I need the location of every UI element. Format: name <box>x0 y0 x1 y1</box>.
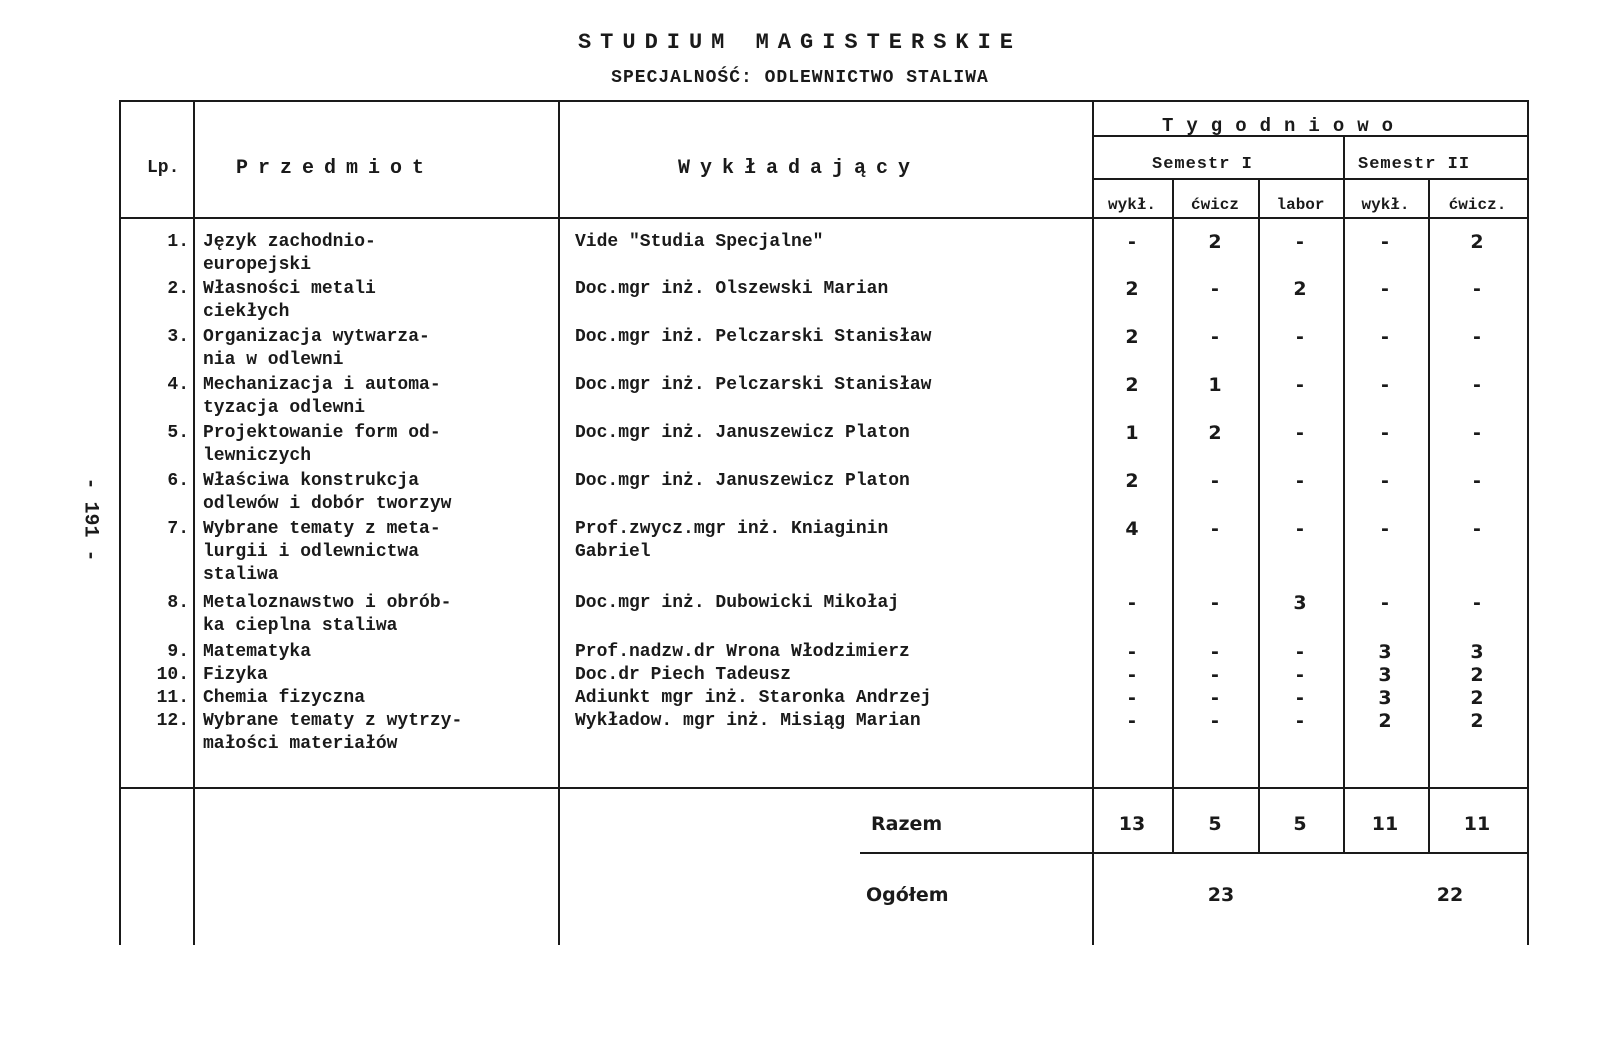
razem-value: 11 <box>1463 813 1491 835</box>
hours-value: 4 <box>1125 518 1139 540</box>
col-rule <box>1172 178 1174 852</box>
header-bottom-rule <box>119 217 1527 219</box>
subject-name: nia w odlewni <box>203 350 344 370</box>
hours-value: - <box>1381 231 1389 253</box>
hours-value: - <box>1211 687 1219 709</box>
hours-value: - <box>1296 641 1304 663</box>
header-subcolumn: ćwicz <box>1190 196 1239 214</box>
subject-name: Metaloznawstwo i obrób- <box>203 593 452 613</box>
hours-value: - <box>1296 326 1304 348</box>
header-subcolumn: wykł. <box>1361 196 1410 214</box>
hours-value: - <box>1128 641 1136 663</box>
hours-value: - <box>1473 374 1481 396</box>
subject-name: małości materiałów <box>203 734 398 754</box>
hours-value: - <box>1211 326 1219 348</box>
hours-value: 2 <box>1125 326 1139 348</box>
subject-name: Język zachodnio- <box>203 232 376 252</box>
hours-value: - <box>1296 518 1304 540</box>
hours-value: - <box>1296 710 1304 732</box>
hours-value: 2 <box>1125 470 1139 492</box>
hours-value: 2 <box>1470 231 1484 253</box>
hours-value: - <box>1296 687 1304 709</box>
col-rule <box>1258 178 1260 852</box>
row-number: 2. <box>167 279 189 299</box>
row-number: 12. <box>156 711 189 731</box>
subject-name: Własności metali <box>203 279 376 299</box>
hours-value: 2 <box>1208 231 1222 253</box>
row-number: 8. <box>167 593 189 613</box>
subject-name: Fizyka <box>203 665 268 685</box>
hours-value: - <box>1381 592 1389 614</box>
hours-value: - <box>1381 278 1389 300</box>
hours-value: - <box>1128 664 1136 686</box>
row-number: 7. <box>167 519 189 539</box>
table-top-rule <box>119 100 1527 102</box>
hours-value: 1 <box>1125 422 1139 444</box>
hours-value: 2 <box>1470 664 1484 686</box>
semestr-rule <box>1092 178 1527 180</box>
hours-value: - <box>1211 278 1219 300</box>
row-number: 1. <box>167 232 189 252</box>
body-bottom-rule <box>119 787 1527 789</box>
razem-value: 13 <box>1118 813 1146 835</box>
row-number: 9. <box>167 642 189 662</box>
col-rule <box>1092 100 1094 945</box>
header-semestr-1: Semestr I <box>1152 155 1253 174</box>
subject-name: Wybrane tematy z wytrzy- <box>203 711 463 731</box>
header-tygodniowo: Tygodniowo <box>1162 115 1407 137</box>
razem-label: Razem <box>871 813 943 835</box>
hours-value: 2 <box>1470 687 1484 709</box>
hours-value: - <box>1296 231 1304 253</box>
page-number: - 191 - <box>78 477 102 562</box>
subject-name: Projektowanie form od- <box>203 423 441 443</box>
hours-value: - <box>1211 470 1219 492</box>
row-number: 11. <box>156 688 189 708</box>
hours-value: - <box>1211 664 1219 686</box>
hours-value: 2 <box>1125 374 1139 396</box>
subject-name: Właściwa konstrukcja <box>203 471 420 491</box>
subject-name: Matematyka <box>203 642 312 662</box>
subject-name: tyzacja odlewni <box>203 398 366 418</box>
hours-value: 2 <box>1293 278 1307 300</box>
hours-value: 2 <box>1378 710 1392 732</box>
hours-value: - <box>1381 374 1389 396</box>
hours-value: - <box>1381 422 1389 444</box>
hours-value: - <box>1296 470 1304 492</box>
page-title: STUDIUM MAGISTERSKIE <box>577 30 1023 55</box>
header-subcolumn: wykł. <box>1107 196 1156 214</box>
subject-name: Organizacja wytwarza- <box>203 327 430 347</box>
hours-value: - <box>1381 470 1389 492</box>
lecturer-name: Doc.mgr inż. Januszewicz Platon <box>575 423 910 443</box>
lecturer-name: Wykładow. mgr inż. Misiąg Marian <box>575 711 921 731</box>
lecturer-name: Doc.mgr inż. Olszewski Marian <box>575 279 889 299</box>
hours-value: 1 <box>1208 374 1222 396</box>
subject-name: lewniczych <box>203 446 312 466</box>
header-lp: Lp. <box>147 158 180 178</box>
hours-value: - <box>1381 518 1389 540</box>
lecturer-name: Doc.dr Piech Tadeusz <box>575 665 792 685</box>
hours-value: 3 <box>1378 687 1392 709</box>
ogolem-label: Ogółem <box>866 884 949 906</box>
razem-value: 5 <box>1208 813 1222 835</box>
header-subcolumn: labor <box>1276 196 1325 214</box>
lecturer-name: Doc.mgr inż. Pelczarski Stanisław <box>575 375 932 395</box>
subject-name: ka cieplna staliwa <box>203 616 398 636</box>
lecturer-name: Doc.mgr inż. Pelczarski Stanisław <box>575 327 932 347</box>
hours-value: 3 <box>1470 641 1484 663</box>
header-subcolumn: ćwicz. <box>1448 196 1507 214</box>
hours-value: 3 <box>1293 592 1307 614</box>
hours-value: - <box>1473 592 1481 614</box>
hours-value: - <box>1296 664 1304 686</box>
hours-value: - <box>1473 278 1481 300</box>
lecturer-name: Doc.mgr inż. Januszewicz Platon <box>575 471 910 491</box>
hours-value: - <box>1128 231 1136 253</box>
hours-value: - <box>1381 326 1389 348</box>
hours-value: - <box>1473 518 1481 540</box>
col-rule <box>1428 178 1430 852</box>
table-right-rule <box>1527 100 1529 945</box>
row-number: 6. <box>167 471 189 491</box>
razem-value: 5 <box>1293 813 1307 835</box>
subject-name: europejski <box>203 255 312 275</box>
hours-value: - <box>1128 710 1136 732</box>
ogolem-semestr-2: 22 <box>1436 884 1464 906</box>
subject-name: Mechanizacja i automa- <box>203 375 441 395</box>
hours-value: - <box>1128 687 1136 709</box>
hours-value: - <box>1211 710 1219 732</box>
subject-name: odlewów i dobór tworzyw <box>203 494 452 514</box>
header-semestr-2: Semestr II <box>1358 155 1471 174</box>
table-left-rule <box>119 100 121 945</box>
subject-name: ciekłych <box>203 302 290 322</box>
hours-value: - <box>1473 326 1481 348</box>
hours-value: - <box>1473 422 1481 444</box>
hours-value: 2 <box>1208 422 1222 444</box>
hours-value: 3 <box>1378 664 1392 686</box>
ogolem-semestr-1: 23 <box>1207 884 1235 906</box>
hours-value: - <box>1211 518 1219 540</box>
lecturer-name: Adiunkt mgr inż. Staronka Andrzej <box>575 688 932 708</box>
lecturer-name: Gabriel <box>575 542 651 562</box>
lecturer-name: Prof.nadzw.dr Wrona Włodzimierz <box>575 642 910 662</box>
semester-divider-rule <box>1343 135 1345 852</box>
hours-value: - <box>1211 592 1219 614</box>
lecturer-name: Vide "Studia Specjalne" <box>575 232 824 252</box>
subject-name: Chemia fizyczna <box>203 688 366 708</box>
hours-value: 3 <box>1378 641 1392 663</box>
col-rule <box>193 100 195 945</box>
subject-name: Wybrane tematy z meta- <box>203 519 441 539</box>
subject-name: staliwa <box>203 565 279 585</box>
hours-value: - <box>1296 374 1304 396</box>
row-number: 5. <box>167 423 189 443</box>
razem-bottom-rule <box>860 852 1527 854</box>
hours-value: 2 <box>1470 710 1484 732</box>
header-wykladajacy: Wykładający <box>678 157 921 180</box>
hours-value: - <box>1211 641 1219 663</box>
row-number: 3. <box>167 327 189 347</box>
row-number: 4. <box>167 375 189 395</box>
header-przedmiot: Przedmiot <box>236 157 435 180</box>
razem-value: 11 <box>1371 813 1399 835</box>
hours-value: - <box>1128 592 1136 614</box>
lecturer-name: Prof.zwycz.mgr inż. Kniaginin <box>575 519 889 539</box>
hours-value: 2 <box>1125 278 1139 300</box>
row-number: 10. <box>156 665 189 685</box>
lecturer-name: Doc.mgr inż. Dubowicki Mikołaj <box>575 593 900 613</box>
hours-value: - <box>1296 422 1304 444</box>
col-rule <box>558 100 560 945</box>
page-subtitle: SPECJALNOŚĆ: ODLEWNICTWO STALIWA <box>611 68 989 88</box>
hours-value: - <box>1473 470 1481 492</box>
subject-name: lurgii i odlewnictwa <box>203 542 420 562</box>
